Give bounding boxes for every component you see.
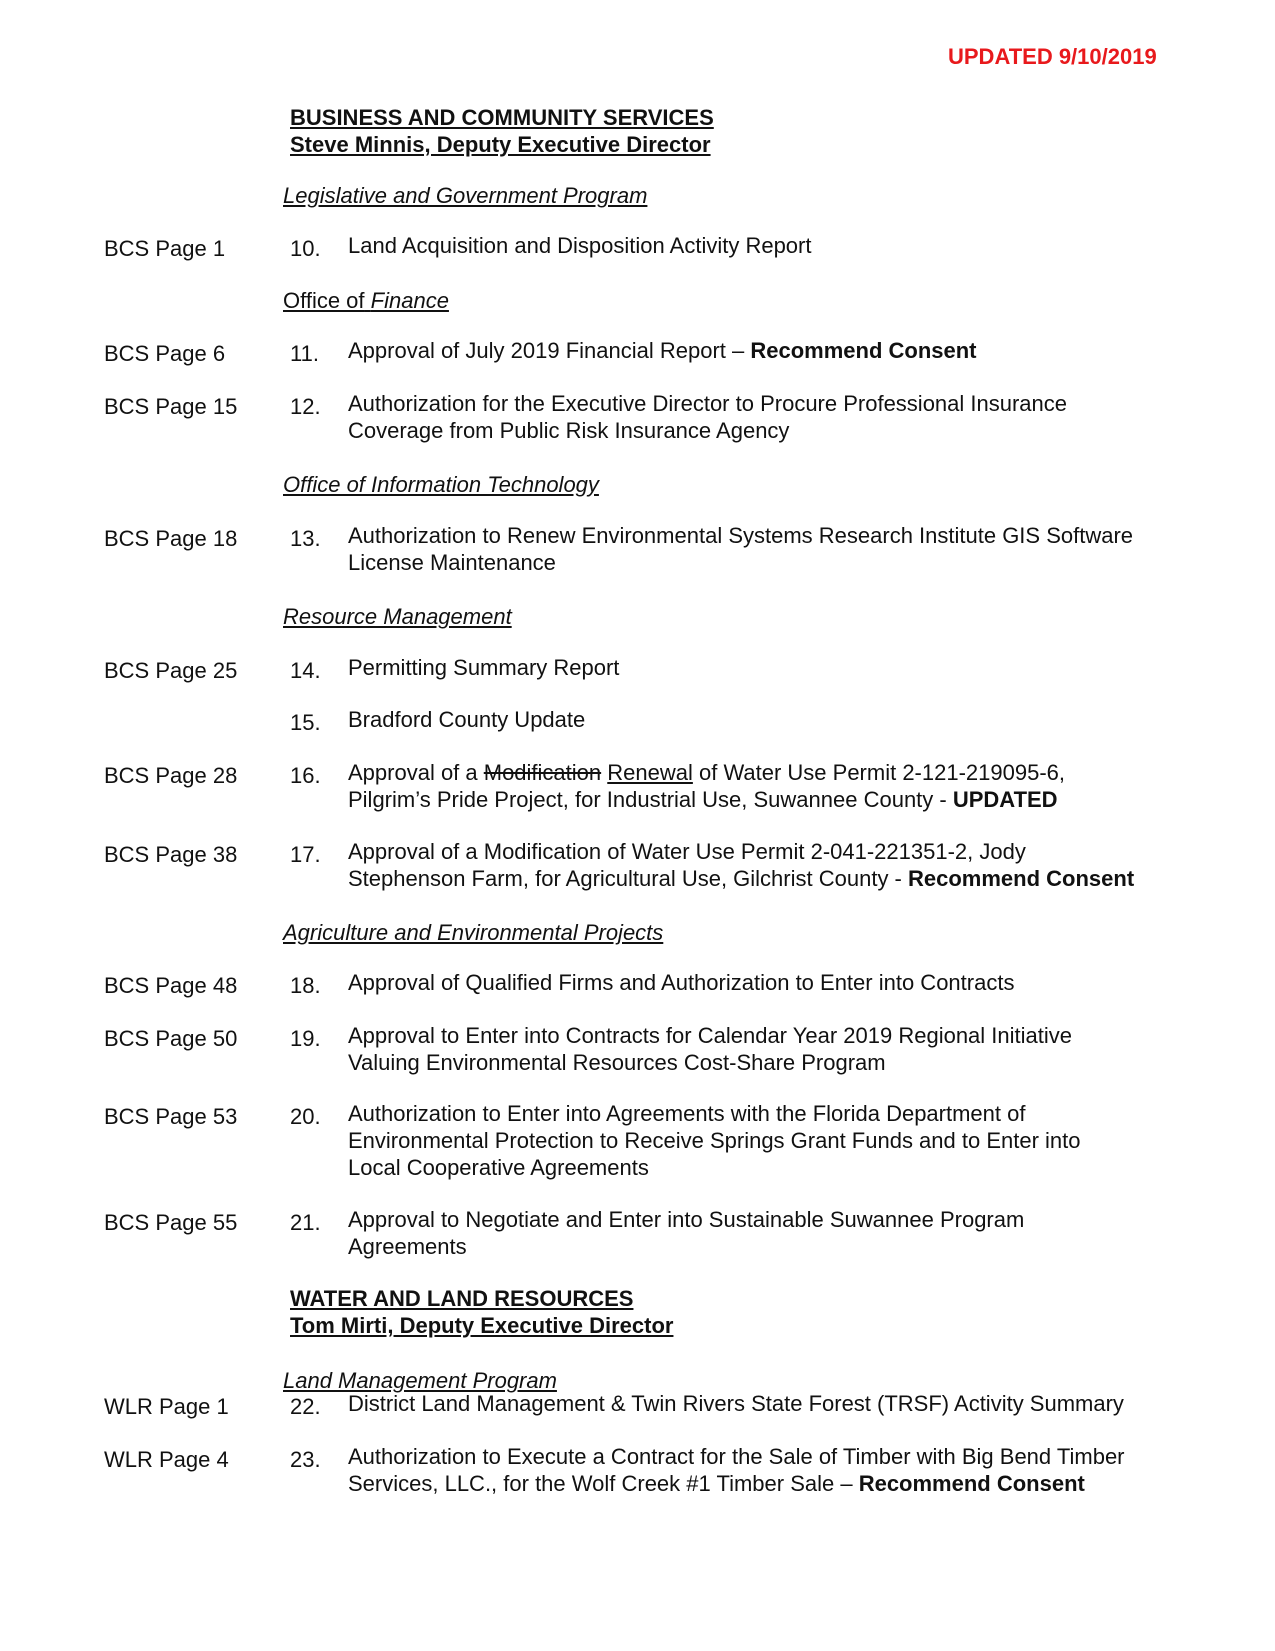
- item-20-number: 20.: [290, 1104, 321, 1129]
- bcs-director: Steve Minnis, Deputy Executive Director: [290, 132, 711, 157]
- item-12-text: Authorization for the Executive Director to Procure Professional Insurance Coverage from Public Risk Insurance Agency: [348, 391, 1068, 443]
- item-16-ref: BCS Page 28: [104, 763, 238, 788]
- bcs-title: BUSINESS AND COMMUNITY SERVICES: [290, 105, 714, 130]
- item-22-text: District Land Management & Twin Rivers State Forest (TRSF) Activity Summary: [348, 1391, 1124, 1416]
- updated-stamp: UPDATED 9/10/2019: [948, 44, 1157, 69]
- recommend-consent-label: Recommend Consent: [750, 338, 977, 363]
- item-23-text: Authorization to Execute a Contract for the Sale of Timber with Big Bend Timber Services, LLC., for the Wolf Creek #1 Timber Sale – Recommend Consent: [348, 1444, 1125, 1496]
- group-it: Office of Information Technology: [283, 472, 599, 497]
- group-land-management: Land Management Program: [283, 1368, 557, 1393]
- item-10-ref: BCS Page 1: [104, 236, 226, 261]
- item-22-ref: WLR Page 1: [104, 1394, 229, 1419]
- item-12-number: 12.: [290, 394, 321, 419]
- item-13-text: Authorization to Renew Environmental Systems Research Institute GIS Software License Maintenance: [348, 523, 1134, 575]
- bcs-section-header: [290, 104, 714, 158]
- item-18-ref: BCS Page 48: [104, 973, 238, 998]
- item-10-number: 10.: [290, 236, 321, 261]
- item-16-number: 16.: [290, 763, 321, 788]
- item-23-number: 23.: [290, 1447, 321, 1472]
- item-12-ref: BCS Page 15: [104, 394, 238, 419]
- item-18-number: 18.: [290, 973, 321, 998]
- item-16-text: Approval of a Modification Renewal of Water Use Permit 2-121-219095-6, Pilgrim’s Pride Project, for Industrial Use, Suwannee County - UPDATED: [348, 760, 1066, 812]
- group-finance-prefix: Office of: [283, 288, 365, 313]
- item-19-ref: BCS Page 50: [104, 1026, 238, 1051]
- item-13-ref: BCS Page 18: [104, 526, 238, 551]
- item-17-text: Approval of a Modification of Water Use Permit 2-041-221351-2, Jody Stephenson Farm, for Agricultural Use, Gilchrist County - Recommend Consent: [348, 839, 1135, 891]
- item-21-ref: BCS Page 55: [104, 1210, 238, 1235]
- item-23-ref: WLR Page 4: [104, 1447, 229, 1472]
- struck-word: Modification: [483, 760, 602, 785]
- item-18-text: Approval of Qualified Firms and Authorization to Enter into Contracts: [348, 970, 1015, 995]
- item-20-text: Authorization to Enter into Agreements with the Florida Department of Environmental Protection to Receive Springs Grant Funds and to Enter into Local Cooperative Agreements: [348, 1101, 1081, 1180]
- item-21-text: Approval to Negotiate and Enter into Sustainable Suwannee Program Agreements: [348, 1207, 1025, 1259]
- group-finance-word: Finance: [370, 288, 449, 313]
- wlr-title: WATER AND LAND RESOURCES: [290, 1286, 634, 1311]
- item-22-number: 22.: [290, 1394, 321, 1419]
- item-17-ref: BCS Page 38: [104, 842, 238, 867]
- item-19-text: Approval to Enter into Contracts for Calendar Year 2019 Regional Initiative Valuing Environmental Resources Cost-Share Program: [348, 1023, 1072, 1075]
- item-10-text: Land Acquisition and Disposition Activity Report: [348, 233, 812, 258]
- wlr-director: Tom Mirti, Deputy Executive Director: [290, 1313, 674, 1338]
- item-13-number: 13.: [290, 526, 321, 551]
- updated-label: UPDATED: [952, 787, 1058, 812]
- item-14-text: Permitting Summary Report: [348, 655, 620, 680]
- group-agriculture: Agriculture and Environmental Projects: [283, 920, 664, 945]
- wlr-section-header: [290, 1285, 673, 1339]
- item-20-ref: BCS Page 53: [104, 1104, 238, 1129]
- inserted-word: Renewal: [607, 760, 693, 785]
- item-21-number: 21.: [290, 1210, 321, 1235]
- item-11-text: Approval of July 2019 Financial Report – Recommend Consent: [348, 338, 977, 363]
- recommend-consent-label: Recommend Consent: [908, 866, 1135, 891]
- item-14-number: 14.: [290, 658, 321, 683]
- group-finance: [283, 288, 449, 314]
- item-11-number: 11.: [290, 341, 319, 366]
- recommend-consent-label: Recommend Consent: [858, 1471, 1085, 1496]
- item-14-ref: BCS Page 25: [104, 658, 238, 683]
- item-19-number: 19.: [290, 1026, 321, 1051]
- item-15-number: 15.: [290, 710, 321, 735]
- item-11-ref: BCS Page 6: [104, 341, 226, 366]
- group-legislative: Legislative and Government Program: [283, 183, 648, 208]
- group-resource: Resource Management: [283, 604, 512, 629]
- item-17-number: 17.: [290, 842, 321, 867]
- item-15-text: Bradford County Update: [348, 707, 586, 732]
